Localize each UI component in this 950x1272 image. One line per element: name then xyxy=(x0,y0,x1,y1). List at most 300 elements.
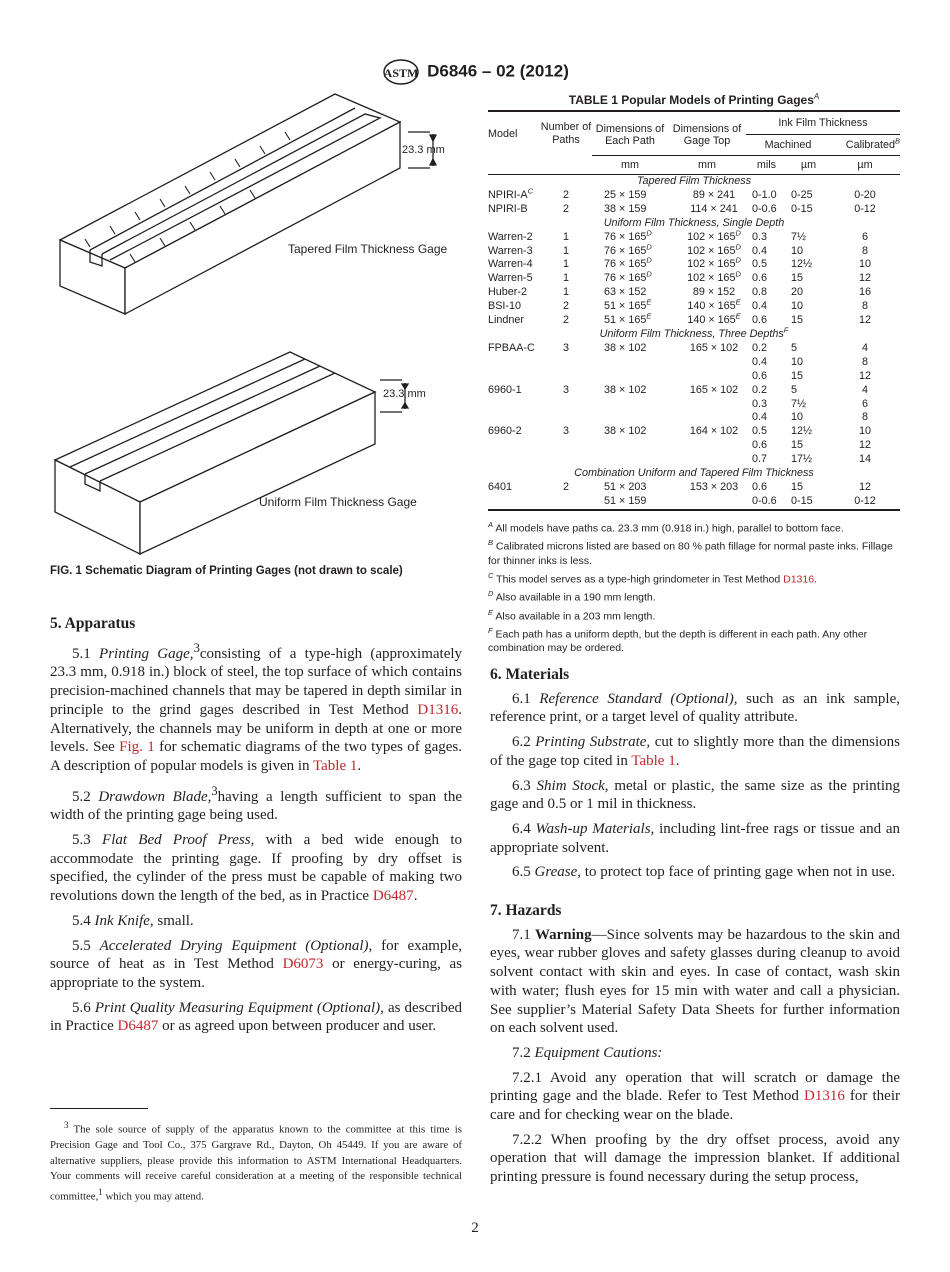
table-cell xyxy=(830,231,900,245)
footnote-ref: C xyxy=(527,186,534,196)
cell-text: 140 × 165 xyxy=(687,314,736,327)
footnote-ref: A xyxy=(488,520,494,529)
cell-text: 0.8 xyxy=(752,286,768,299)
cell-text: 10 xyxy=(791,411,804,424)
item-title: Equipment Cautions: xyxy=(534,1044,663,1061)
table-cell xyxy=(540,495,592,510)
table-cell xyxy=(540,258,592,272)
paragraph xyxy=(490,926,900,1038)
cell-text: 6960-1 xyxy=(488,383,522,396)
item-title: Ink Knife, xyxy=(94,912,154,929)
table-cell xyxy=(830,258,900,272)
table-cell xyxy=(787,370,830,384)
cell-text: 0.3 xyxy=(752,397,768,410)
footnote-3 xyxy=(50,1118,462,1205)
table-cell xyxy=(746,439,787,453)
table-cell xyxy=(830,439,900,453)
cell-text: 7½ xyxy=(791,230,807,243)
cell-text: 12 xyxy=(858,314,871,327)
table-cell xyxy=(592,425,668,439)
cell-text: 12½ xyxy=(791,258,813,271)
table-cell xyxy=(488,342,540,356)
header-model: Model xyxy=(488,127,518,140)
text: 7.2.1 Avoid any operation that will scratch or damage the printing gage and the blade. Refer to Test Method xyxy=(490,1069,900,1105)
cell-text: 140 × 165 xyxy=(687,300,736,313)
cell-text: 0-0.6 xyxy=(752,494,777,507)
cell-text: 38 × 102 xyxy=(604,425,647,438)
text: Calibrated microns listed are based on 80 % path fillage for normal paste inks. Fillage for thinner inks is less. xyxy=(488,540,893,567)
table-cell xyxy=(592,189,668,203)
cell-text: 0.6 xyxy=(752,369,768,382)
table-cell xyxy=(746,425,787,439)
cell-text: 8 xyxy=(861,244,868,257)
unit-mils: mils xyxy=(746,156,787,175)
table-section-row xyxy=(488,328,900,342)
table-cell xyxy=(540,342,592,356)
text: All models have paths ca. 23.3 mm (0.918 in.) high, parallel to bottom face. xyxy=(493,522,844,535)
text: 7.1 xyxy=(512,926,535,943)
paragraph xyxy=(490,820,900,857)
table-row xyxy=(488,481,900,495)
reference-link[interactable]: D6073 xyxy=(282,956,324,973)
cell-text: FPBAA-C xyxy=(488,341,535,354)
cell-text: 12 xyxy=(858,480,871,493)
footnote-ref: E xyxy=(646,297,652,307)
table-cell xyxy=(830,453,900,467)
table-row xyxy=(488,425,900,439)
table-row xyxy=(488,356,900,370)
table-cell xyxy=(746,384,787,398)
text: . xyxy=(413,888,418,905)
table-cell xyxy=(592,398,668,412)
cell-text: 38 × 102 xyxy=(604,383,647,396)
reference-link[interactable]: D6487 xyxy=(117,1018,159,1035)
cell-text: 0.6 xyxy=(752,480,768,493)
table-cell xyxy=(746,189,787,203)
cell-text: 12 xyxy=(858,439,871,452)
table-cell xyxy=(668,481,746,495)
paragraph xyxy=(490,863,900,882)
reference-link[interactable]: D1316 xyxy=(783,573,815,586)
table-cell xyxy=(746,370,787,384)
text: Each path has a uniform depth, but the depth is different in each path. Any other combination may be ordered. xyxy=(488,628,868,655)
cell-text: 0-15 xyxy=(791,202,813,215)
footnote-ref: E xyxy=(735,297,741,307)
text: for their care and for checking wear on the blade. xyxy=(490,1088,900,1124)
section-label xyxy=(488,175,900,189)
printing-gages-diagram xyxy=(50,92,465,562)
text: which you may attend. xyxy=(102,1190,204,1203)
cell-text: 38 × 159 xyxy=(604,202,647,215)
header-ink-film: Ink Film Thickness xyxy=(746,111,900,135)
text: 6.5 xyxy=(512,864,535,881)
paragraph xyxy=(50,912,462,931)
cell-text: 164 × 102 xyxy=(689,425,739,438)
table-cell xyxy=(830,286,900,300)
cell-text: 0-20 xyxy=(854,188,876,201)
reference-link[interactable]: Table 1 xyxy=(313,757,358,774)
table-cell xyxy=(540,370,592,384)
table-row xyxy=(488,439,900,453)
table-cell xyxy=(488,356,540,370)
page-header xyxy=(0,58,950,86)
header-machined: Machined xyxy=(764,138,812,151)
text: to protect top face of printing gage when not in use. xyxy=(581,864,896,881)
cell-text: BSI-10 xyxy=(488,300,522,313)
table-cell xyxy=(668,342,746,356)
table-footnote xyxy=(488,518,900,536)
table-cell xyxy=(488,411,540,425)
footnote-ref: D xyxy=(735,269,741,279)
table-cell xyxy=(592,481,668,495)
cell-text: 6 xyxy=(861,230,868,243)
table-cell xyxy=(592,495,668,510)
text: small. xyxy=(153,912,194,929)
section-text: Tapered Film Thickness xyxy=(636,175,752,187)
paragraph xyxy=(50,782,462,825)
table-cell xyxy=(746,495,787,510)
table-cell xyxy=(488,398,540,412)
cell-text: 8 xyxy=(861,355,868,368)
table-row xyxy=(488,342,900,356)
footnote-ref: E xyxy=(646,311,652,321)
text: 6.1 xyxy=(512,690,540,707)
table-cell xyxy=(488,186,540,203)
cell-text: 2 xyxy=(562,202,569,215)
table-cell xyxy=(668,425,746,439)
text: 5.3 xyxy=(72,832,103,849)
table-cell xyxy=(592,356,668,370)
paragraph xyxy=(50,831,462,906)
footnote-text xyxy=(50,1118,462,1205)
table-cell xyxy=(787,481,830,495)
cell-text: 0.6 xyxy=(752,314,768,327)
table-cell xyxy=(787,425,830,439)
table-cell xyxy=(592,411,668,425)
page-number: 2 xyxy=(471,1220,479,1236)
text: . xyxy=(675,752,680,769)
text: 5.2 xyxy=(72,788,99,805)
cell-text: 7½ xyxy=(791,397,807,410)
dimension-label-tapered: 23.3 mm xyxy=(402,144,445,156)
cell-text: 17½ xyxy=(791,453,813,466)
text: metal or plastic, the same size as the printing gage and 0.5 or 1 mil in thickness. xyxy=(490,777,901,813)
table-cell xyxy=(668,356,746,370)
footnote-ref: D xyxy=(735,228,741,238)
text: for schematic diagrams of the two types of gages. A description of popular models is given in xyxy=(50,739,462,774)
table-cell xyxy=(592,203,668,217)
cell-text: 153 × 203 xyxy=(689,480,739,493)
cell-text: 0.4 xyxy=(752,300,768,313)
table-cell xyxy=(668,311,746,328)
text: 5.6 xyxy=(72,999,95,1016)
unit-path: mm xyxy=(592,156,668,175)
text: Warning xyxy=(534,926,592,943)
text: 7.2 xyxy=(512,1044,535,1061)
table-title-text: TABLE 1 Popular Models of Printing Gages xyxy=(568,93,814,107)
cell-text: 3 xyxy=(562,341,569,354)
cell-text: 10 xyxy=(791,300,804,313)
cell-text: 4 xyxy=(861,341,868,354)
table-row xyxy=(488,495,900,510)
table-cell xyxy=(668,203,746,217)
text: —Since solvents may be hazardous to the skin and eyes, wear rubber gloves and safety glasses during cleanup to avoid solvent contact with skin and eyes. In case of contact, wash skin with water; flush eyes for 15 min with water and call a physician. See supplier’s Material Safety Data Sheets for further information on each solvent used. xyxy=(490,926,901,1037)
header-top-dims: Dimensions of Gage Top xyxy=(672,122,742,147)
footnote-ref: E xyxy=(488,607,494,617)
paragraph xyxy=(490,1044,900,1063)
item-title: Grease, xyxy=(534,864,582,881)
table-cell xyxy=(540,398,592,412)
footnote-ref: 3 xyxy=(211,783,218,798)
paragraph xyxy=(50,999,462,1036)
text: 7.2.2 When proofing by the dry offset process, avoid any operation that will damage the impression blanket. If additional printing pressure is found necessary during the setup process, xyxy=(490,1131,900,1186)
text: 6.4 xyxy=(512,820,536,837)
table-footnote xyxy=(488,624,900,656)
text: consisting of a type-high (approximately 23.3 mm, 0.918 in.) block of steel, the top surface of which contains precision-machined channels that may be tapered in depth similar in principle to the grind gages described in Test Method xyxy=(50,645,463,718)
cell-text: 0.4 xyxy=(752,244,768,257)
cell-text: 10 xyxy=(858,258,871,271)
table-cell xyxy=(830,495,900,510)
table-row xyxy=(488,258,900,272)
table-cell xyxy=(830,398,900,412)
cell-text: 3 xyxy=(562,425,569,438)
paragraph xyxy=(50,937,462,993)
table-cell xyxy=(787,258,830,272)
table-cell xyxy=(787,495,830,510)
table-row xyxy=(488,370,900,384)
unit-top: mm xyxy=(668,156,746,175)
footnote-ref: D xyxy=(646,241,652,251)
table-cell xyxy=(830,370,900,384)
paragraph xyxy=(490,690,900,727)
text: 5.1 xyxy=(72,645,100,662)
text: cut to slightly more than the dimensions of the gage top cited in xyxy=(490,734,901,769)
table-cell xyxy=(488,272,540,286)
cell-text: 102 × 165 xyxy=(687,230,736,243)
footnote-ref: B xyxy=(488,538,494,548)
cell-text: NPIRI-A xyxy=(488,188,528,201)
tapered-gage-label: Tapered Film Thickness Gage xyxy=(288,242,448,256)
cell-text: 0-12 xyxy=(854,202,876,215)
header-calibrated-text: Calibrated xyxy=(845,138,895,151)
footnote-ref: D xyxy=(735,241,741,251)
cell-text: 2 xyxy=(562,300,569,313)
cell-text: 3 xyxy=(562,383,569,396)
table-cell xyxy=(830,342,900,356)
cell-text: 165 × 102 xyxy=(689,341,739,354)
cell-text: 0.5 xyxy=(752,258,768,271)
footnote-ref: D xyxy=(646,228,652,238)
table-row xyxy=(488,384,900,398)
table-title xyxy=(488,92,900,107)
cell-text: 6 xyxy=(861,397,868,410)
table-cell xyxy=(540,245,592,259)
cell-text: 25 × 159 xyxy=(604,188,647,201)
item-title: Reference Standard (Optional), xyxy=(539,690,738,707)
cell-text: 0.2 xyxy=(752,383,768,396)
table-cell xyxy=(488,425,540,439)
table-cell xyxy=(830,411,900,425)
text: . Alternatively, the channels may be uniform in depth at one or more levels. See xyxy=(50,701,462,756)
section-heading: 5. Apparatus xyxy=(50,615,136,632)
table-cell xyxy=(787,384,830,398)
table-cell xyxy=(488,286,540,300)
text: 5.4 xyxy=(72,912,95,929)
cell-text: 0.2 xyxy=(752,341,768,354)
table-cell xyxy=(668,269,746,286)
item-title: Flat Bed Proof Press, xyxy=(102,832,255,849)
cell-text: 0.4 xyxy=(752,411,768,424)
cell-text: 102 × 165 xyxy=(687,272,736,285)
cell-text: 6960-2 xyxy=(488,425,522,438)
table-cell xyxy=(830,189,900,203)
text: . xyxy=(357,757,362,774)
table-cell xyxy=(746,314,787,328)
table-cell xyxy=(746,258,787,272)
cell-text: 0.6 xyxy=(752,272,768,285)
table-cell xyxy=(540,203,592,217)
cell-text: 0-15 xyxy=(791,494,813,507)
table-footnote xyxy=(488,569,900,587)
unit-cal: µm xyxy=(830,156,900,175)
text: 5.5 xyxy=(72,937,100,954)
cell-text: 1 xyxy=(562,286,569,299)
table-cell xyxy=(592,228,668,245)
table-cell xyxy=(540,231,592,245)
footnote-ref: F xyxy=(488,625,493,635)
table-cell xyxy=(488,203,540,217)
cell-text: 0.3 xyxy=(752,230,768,243)
cell-text: 1 xyxy=(562,230,569,243)
section-text: Combination Uniform and Tapered Film Thickness xyxy=(574,467,814,480)
footnote-ref: E xyxy=(735,311,741,321)
table-cell xyxy=(540,439,592,453)
table-cell xyxy=(488,231,540,245)
left-column xyxy=(50,615,462,1042)
table-cell xyxy=(746,231,787,245)
cell-text: Huber-2 xyxy=(488,286,528,299)
item-title: Accelerated Drying Equipment (Optional), xyxy=(99,937,373,954)
cell-text: 0-25 xyxy=(791,188,813,201)
table-cell xyxy=(746,453,787,467)
cell-text: 76 × 165 xyxy=(604,272,647,285)
footnote-ref: C xyxy=(488,570,494,580)
table-row xyxy=(488,272,900,286)
text: . xyxy=(814,573,817,586)
cell-text: 51 × 165 xyxy=(604,314,647,327)
table-cell xyxy=(787,286,830,300)
section-text: Uniform Film Thickness, Three Depths xyxy=(599,327,784,340)
table-cell xyxy=(488,439,540,453)
table-cell xyxy=(488,384,540,398)
table-cell xyxy=(592,297,668,314)
cell-text: 0.5 xyxy=(752,425,768,438)
reference-link[interactable]: Fig. 1 xyxy=(119,739,155,756)
section-label xyxy=(488,467,900,481)
table-cell xyxy=(488,495,540,510)
table-cell xyxy=(746,286,787,300)
cell-text: 8 xyxy=(861,300,868,313)
table-footnote xyxy=(488,536,900,568)
text: This model serves as a type-high grindometer in Test Method xyxy=(493,573,784,586)
item-title: Printing Gage, xyxy=(99,645,194,662)
header-path-dims: Dimensions of Each Path xyxy=(595,122,665,147)
table-cell xyxy=(787,300,830,314)
header-num-paths: Number of Paths xyxy=(540,121,592,146)
table-cell xyxy=(488,481,540,495)
cell-text: 2 xyxy=(562,314,569,327)
table-cell xyxy=(488,300,540,314)
section-heading: 7. Hazards xyxy=(490,902,562,920)
reference-link[interactable]: D1316 xyxy=(803,1088,845,1105)
cell-text: 0.6 xyxy=(752,439,768,452)
table-footnote xyxy=(488,587,900,605)
text: Also available in a 203 mm length. xyxy=(493,610,656,623)
table-cell xyxy=(668,286,746,300)
item-title: Drawdown Blade, xyxy=(98,788,212,805)
table-cell xyxy=(540,453,592,467)
table-cell xyxy=(488,370,540,384)
figure-1 xyxy=(50,92,465,562)
table-cell xyxy=(787,231,830,245)
paragraph xyxy=(490,1131,900,1187)
table-cell xyxy=(488,245,540,259)
text: including lint-free rags or tissue and an appropriate solvent. xyxy=(490,820,901,856)
table-cell xyxy=(592,286,668,300)
cell-text: 102 × 165 xyxy=(687,244,736,257)
table-footnotes xyxy=(488,518,900,656)
table-cell xyxy=(746,481,787,495)
table-cell xyxy=(746,300,787,314)
table-row xyxy=(488,231,900,245)
table-cell xyxy=(787,453,830,467)
table-cell xyxy=(746,411,787,425)
table-cell xyxy=(830,314,900,328)
table-cell xyxy=(592,255,668,272)
dimension-label-uniform: 23.3 mm xyxy=(383,388,426,400)
text: as described in Practice xyxy=(50,999,463,1035)
cell-text: 0-12 xyxy=(854,494,876,507)
table-section-row xyxy=(488,217,900,231)
table-row xyxy=(488,203,900,217)
text: 6.2 xyxy=(512,734,536,751)
cell-text: Warren-5 xyxy=(488,272,533,285)
cell-text: 63 × 152 xyxy=(604,286,647,299)
cell-text: 76 × 165 xyxy=(604,258,647,271)
paragraph xyxy=(490,777,900,814)
cell-text: 1 xyxy=(562,258,569,271)
table-cell xyxy=(668,411,746,425)
table-row xyxy=(488,453,900,467)
table-cell xyxy=(668,384,746,398)
cell-text: 51 × 203 xyxy=(604,480,647,493)
cell-text: 0.7 xyxy=(752,453,768,466)
table-cell xyxy=(488,258,540,272)
reference-link[interactable]: D6487 xyxy=(372,888,414,905)
reference-link[interactable]: D1316 xyxy=(417,701,459,718)
reference-link[interactable]: Table 1 xyxy=(631,752,676,769)
cell-text: 10 xyxy=(791,355,804,368)
table-cell xyxy=(787,272,830,286)
cell-text: 2 xyxy=(562,480,569,493)
footnote-ref: 3 xyxy=(193,640,200,655)
table-cell xyxy=(540,425,592,439)
table-cell xyxy=(746,245,787,259)
cell-text: 12½ xyxy=(791,425,813,438)
cell-text: 14 xyxy=(858,453,871,466)
printing-gages-table xyxy=(488,110,900,511)
item-title: Shim Stock, xyxy=(536,777,609,794)
